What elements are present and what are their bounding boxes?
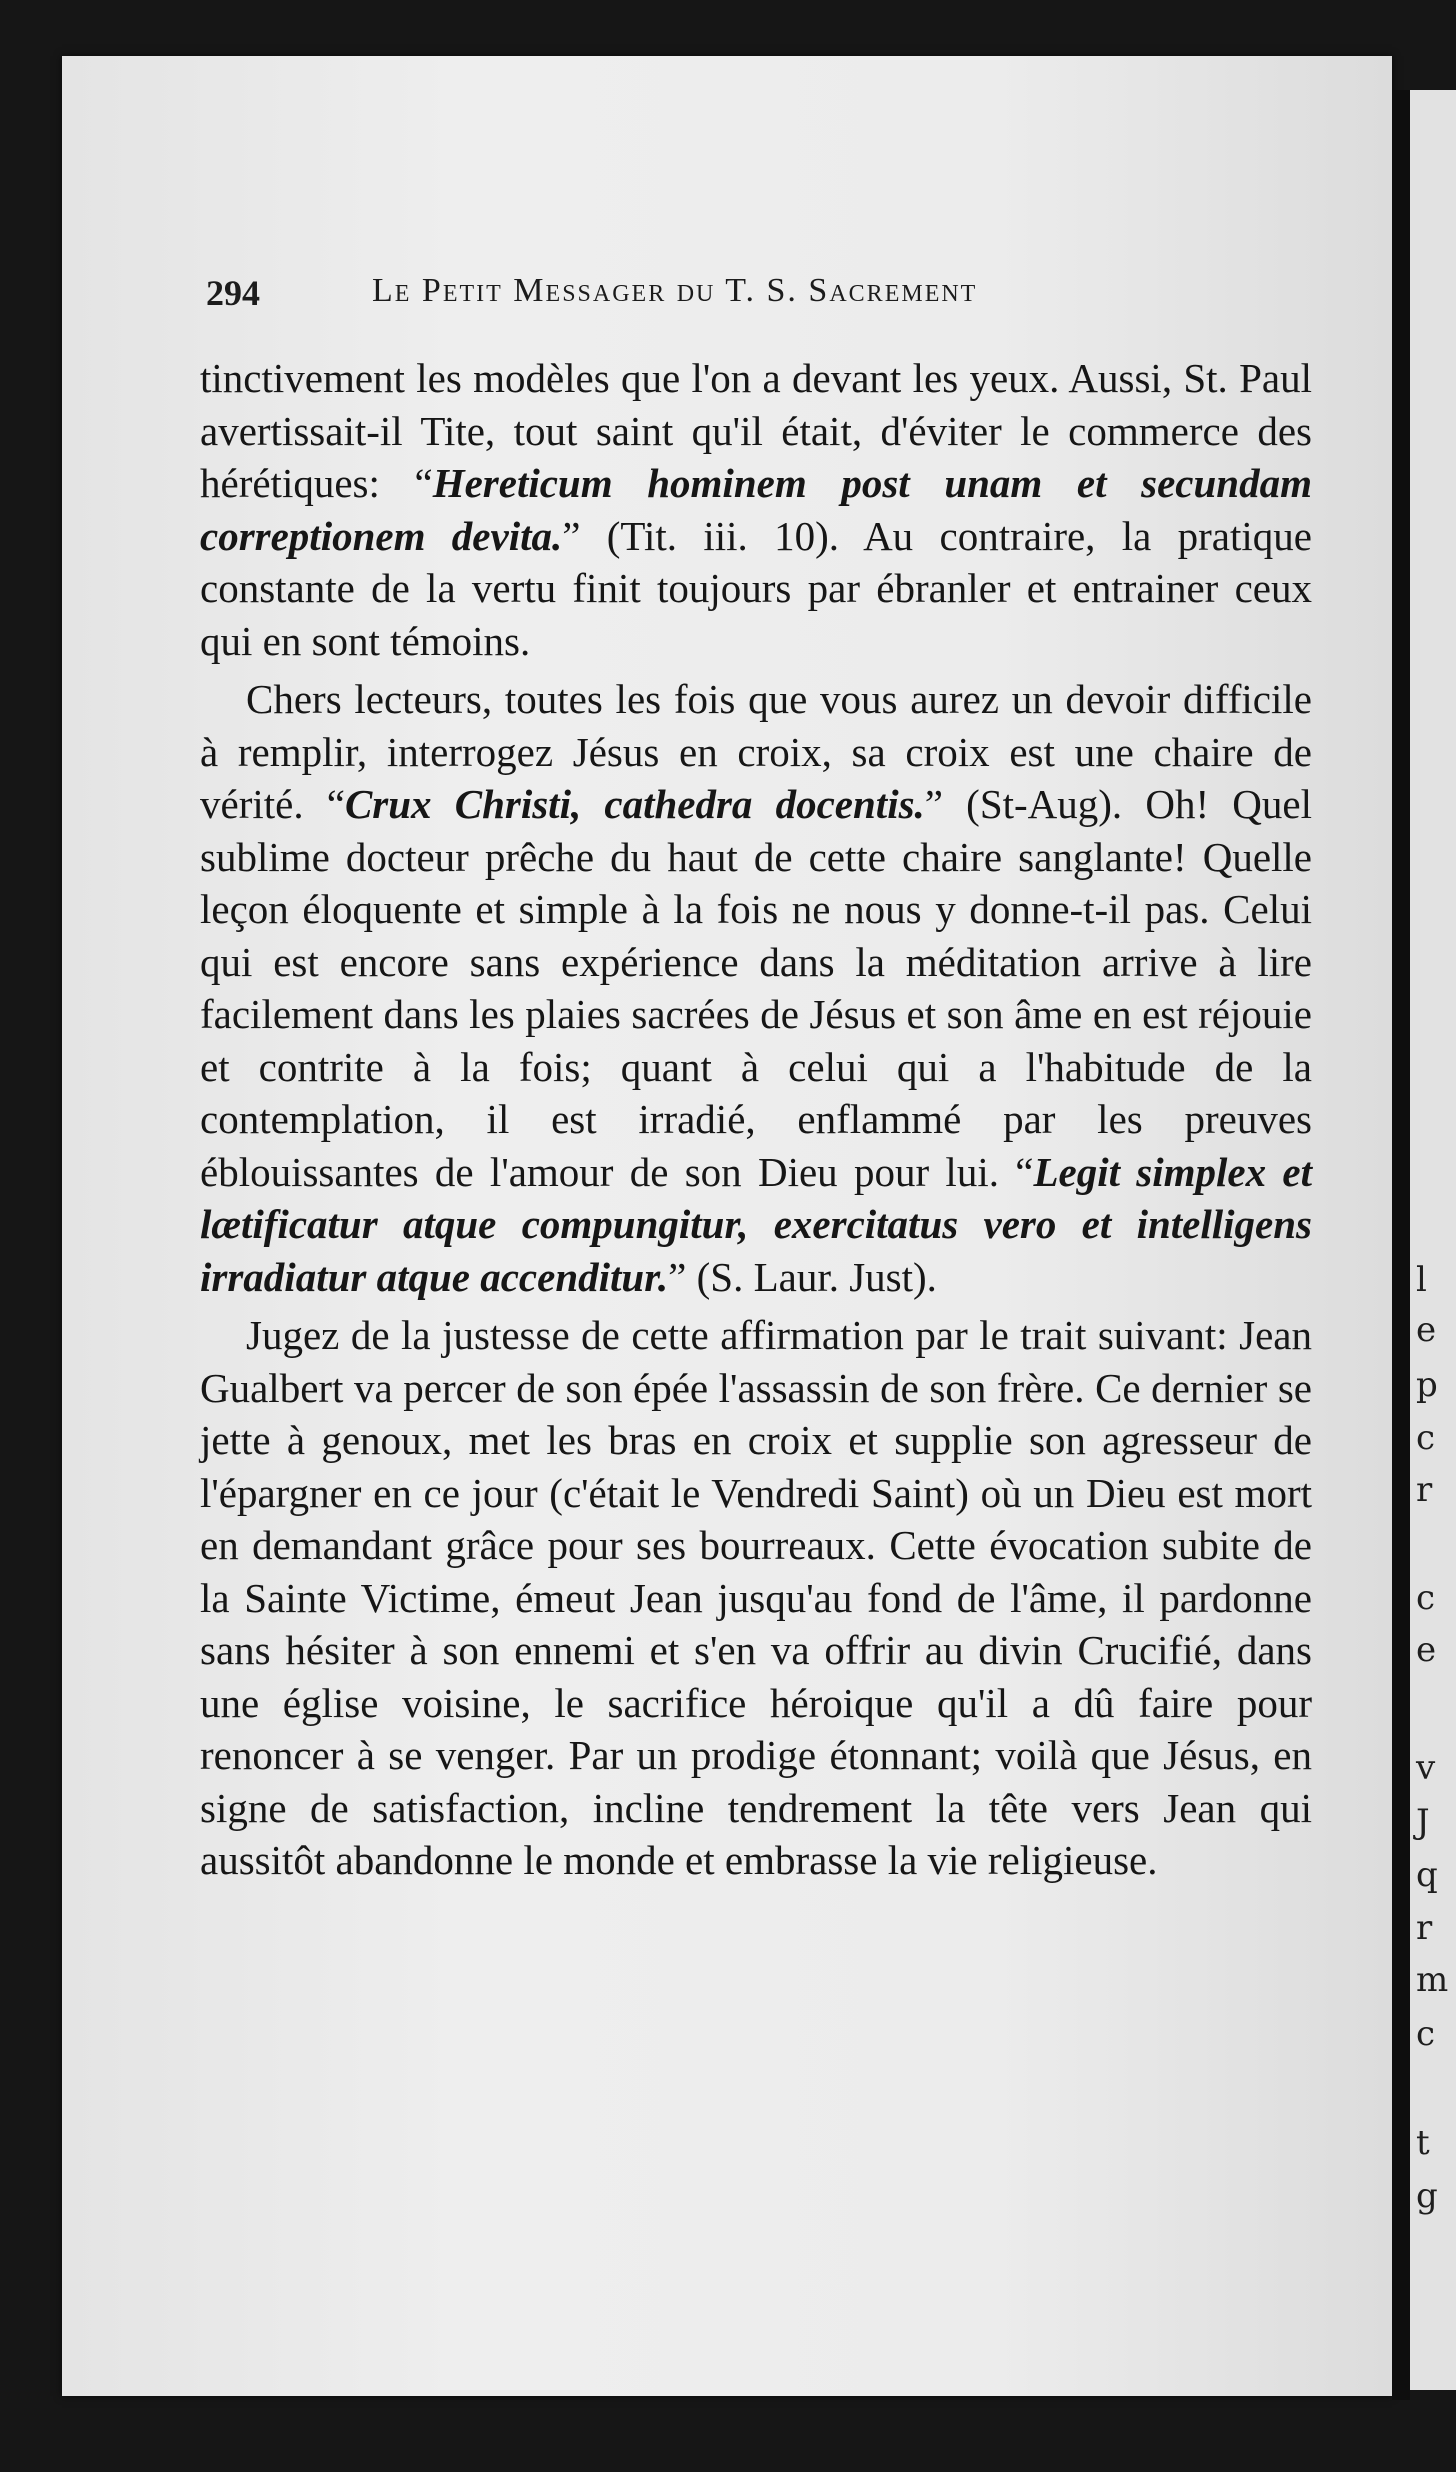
- facing-page-fragment: p: [1416, 1365, 1438, 1405]
- facing-page-fragment: c: [1416, 2014, 1436, 2054]
- facing-page-fragment: r: [1416, 1470, 1433, 1510]
- facing-page-fragment: r: [1416, 1908, 1433, 1948]
- book-gutter: [1392, 90, 1410, 2400]
- facing-page-fragment: c: [1416, 1578, 1436, 1618]
- page-header: [206, 266, 1206, 322]
- facing-page-fragment: e: [1416, 1630, 1437, 1670]
- latin-quotation: Crux Christi, cathedra docentis.: [344, 781, 925, 827]
- paragraph: [200, 673, 1312, 1303]
- facing-page-fragment: g: [1416, 2176, 1438, 2216]
- paragraph: [200, 352, 1312, 667]
- running-title: Le Petit Messager du T. S. Sacrement: [372, 272, 978, 309]
- facing-page-fragment: l: [1416, 1260, 1427, 1300]
- facing-page-fragment: e: [1416, 1310, 1437, 1350]
- paragraph-text: ” (St-Aug). Oh! Quel sublime docteur prêche du haut de cette chaire sanglante! Quelle leçon éloquente et simple à la fois ne nous y donne-t-il pas. Celui qui est encore sans expérience dans la méditation arrive à lire facilement dans les plaies sacrées de Jésus et son âme en est réjouie et contrite à la fois; quant à celui qui a l'habitude de la contemplation, il est irradié, enflammé par les preuves éblouissantes de l'amour de son Dieu pour lui. “: [200, 781, 1312, 1195]
- paragraph-text: ” (S. Laur. Just).: [668, 1253, 937, 1300]
- facing-page-fragment: v: [1416, 1748, 1436, 1788]
- paragraph-text: tinctivement les modèles que l'on a devant les yeux. Aussi, St. Paul avertissait-il Tite, tout saint qu'il était, d'éviter le commerce des hérétiques: “: [200, 355, 1312, 506]
- paragraph-text: Chers lecteurs, toutes les fois que vous aurez un devoir difficile à remplir, interrogez Jésus en croix, sa croix est une chaire de vérité. “: [200, 676, 1312, 827]
- body-text: [200, 352, 1312, 1893]
- paragraph-text: ” (Tit. iii. 10). Au contraire, la pratique constante de la vertu finit toujours par ébranler et entrainer ceux qui en sont témoins.: [200, 512, 1312, 664]
- facing-page-fragment: q: [1416, 1855, 1438, 1895]
- facing-page-edge: [1410, 90, 1456, 2390]
- latin-quotation: Legit simplex et lætificatur atque compungitur, exercitatus vero et intelligens irradiatur atque accenditur.: [200, 1148, 1312, 1300]
- paragraph: [200, 1309, 1312, 1887]
- page-number: 294: [206, 273, 260, 313]
- facing-page-fragment: J: [1416, 1802, 1430, 1842]
- paragraph-text: Jugez de la justesse de cette affirmation par le trait suivant: Jean Gualbert va percer de son épée l'assassin de son frère. Ce dernier se jette à genoux, met les bras en croix et supplie son agresseur de l'épargner en ce jour (c'était le Vendredi Saint) où un Dieu est mort en demandant grâce pour ses bourreaux. Cette évocation subite de la Sainte Victime, émeut Jean jusqu'au fond de l'âme, il pardonne sans hésiter à son ennemi et s'en va offrir au divin Crucifié, dans une église voisine, le sacrifice héroique qu'il a dû faire pour renoncer à se venger. Par un prodige étonnant; voilà que Jésus, en signe de satisfaction, incline tendrement la tête vers Jean qui aussitôt abandonne le monde et embrasse la vie religieuse.: [200, 1312, 1312, 1883]
- latin-quotation: Hereticum hominem post unam et secundam correptionem devita.: [200, 460, 1312, 559]
- facing-page-fragment: m: [1416, 1960, 1449, 2000]
- facing-page-fragment: t: [1416, 2123, 1430, 2163]
- facing-page-fragment: c: [1416, 1418, 1436, 1458]
